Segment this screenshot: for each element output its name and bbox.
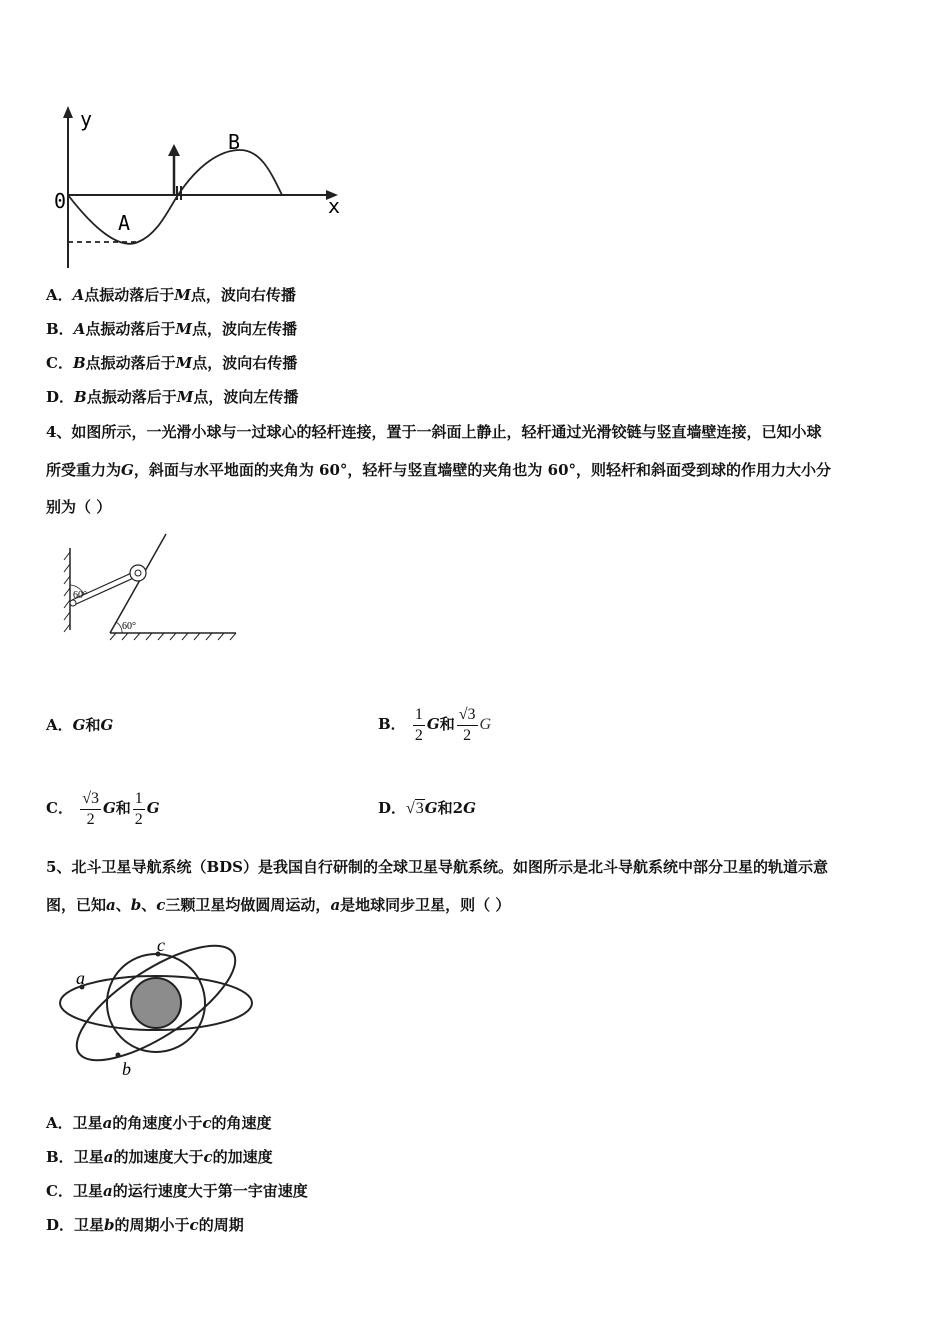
q3-option-c[interactable] [46,354,297,372]
option-text: 点，波向左传播 [191,320,297,338]
stem-var: a [330,896,341,914]
option-var: c [202,1114,212,1132]
q5-stem-line2 [46,896,510,914]
q3-option-a[interactable] [46,286,296,304]
option-text: 和 [115,799,131,817]
option-letter: B． [378,715,406,733]
option-text: 卫星 [73,1148,104,1166]
option-letter: B． [46,1148,74,1166]
stem-var: c [156,896,166,914]
orbit-label-b: b [122,1059,131,1079]
q4-option-c[interactable] [46,776,160,840]
q5-option-d[interactable] [46,1216,244,1234]
stem-text: 、 [141,896,157,914]
stem-var: G [121,461,134,479]
option-text: 点振动落后于 [86,388,177,406]
stem-text: 、 [115,896,131,914]
stem-text: 所受重力为 [46,461,122,479]
fraction-numerator: √3 [80,789,101,810]
option-text: 点振动落后于 [85,354,176,372]
option-text: 卫星 [72,1114,103,1132]
option-text: 的加速度 [212,1148,273,1166]
option-subject: A [73,320,86,338]
option-text: 点，波向右传播 [190,286,296,304]
option-var: G [72,716,86,734]
stem-text: 是地球同步卫星，则（ ） [340,896,511,914]
option-text: 点振动落后于 [85,320,176,338]
point-b-label: B [228,130,241,154]
option-text: 的运行速度大于第一宇宙速度 [112,1182,308,1200]
q4-stem-line1: 4、如图所示，一光滑小球与一过球心的轻杆连接，置于一斜面上静止，轻杆通过光滑铰链与竖直墙壁连接，已知小球 [46,423,822,441]
option-text: 点，波向左传播 [193,388,299,406]
sqrt-3 [406,799,425,817]
option-text: 的角速度 [211,1114,272,1132]
fraction-one-half [413,705,425,746]
stem-text: 三颗卫星均做圆周运动， [165,896,331,914]
option-letter: B． [46,320,74,338]
option-text: 的加速度大于 [113,1148,204,1166]
option-var: a [102,1182,113,1200]
wall-angle-label: 60° [73,590,87,601]
sqrt-radicand: 3 [415,800,424,817]
option-var: M [174,286,191,304]
stem-text: ，斜面与水平地面的夹角为 60°，轻杆与竖直墙壁的夹角也为 60°，则轻杆和斜面受到球的作用力大小分 [133,461,832,479]
q4-option-d[interactable] [378,799,476,818]
q4-option-b[interactable] [378,692,491,757]
option-var: c [189,1216,199,1234]
origin-label: 0 [54,189,67,213]
option-letter: A． [46,286,73,304]
fraction-denominator: 2 [414,726,423,744]
option-var: M [175,354,193,372]
option-letter: C． [46,799,73,817]
fraction-numerator: √3 [457,705,478,726]
q4-stem-line3: 别为（ ） [46,498,112,516]
fraction-denominator: 2 [134,810,143,828]
option-subject: B [72,354,86,372]
option-var: M [175,320,192,338]
fraction-root3-half [80,789,101,830]
option-text: 和 [439,715,455,733]
option-text: 的周期 [198,1216,244,1234]
option-letter: D． [46,1216,75,1234]
q4-stem-line2 [46,461,831,479]
option-text: 的角速度小于 [112,1114,203,1132]
q5-option-b[interactable] [46,1148,273,1166]
q3-option-d[interactable] [46,388,298,406]
option-text: 点，波向右传播 [192,354,298,372]
q4-option-a[interactable] [46,716,113,734]
option-var: M [176,388,194,406]
stem-var: a [106,896,116,914]
fraction-root3-half [457,705,478,746]
option-var: c [203,1148,213,1166]
option-subject: B [74,388,87,406]
option-var: G [102,799,116,817]
orbit-figure [55,935,260,1080]
ground-angle-label: 60° [122,621,136,632]
option-var: a [102,1114,113,1132]
option-var: G [100,716,114,734]
wave-figure [50,100,350,275]
option-text: 和 [85,716,101,734]
fraction-numerator: 1 [413,705,425,726]
option-var: b [104,1216,115,1234]
option-text: 和 [437,799,453,817]
option-letter: D． [46,388,75,406]
option-coef: 2 [452,799,464,817]
option-text: 点振动落后于 [84,286,175,304]
option-var: G [479,716,492,733]
orbit-label-c: c [157,935,165,955]
option-var: G [463,799,476,817]
q5-option-c[interactable] [46,1182,308,1200]
option-var: G [424,799,438,817]
q5-stem-line1: 5、北斗卫星导航系统（BDS）是我国自行研制的全球卫星导航系统。如图所示是北斗导航系统中部分卫星的轨道示意 [46,858,828,876]
fraction-denominator: 2 [463,726,472,744]
point-a-label: A [118,211,131,235]
fraction-numerator: 1 [133,789,145,810]
option-text: 卫星 [72,1182,103,1200]
option-var: G [426,715,440,733]
stem-var: b [130,896,142,914]
option-letter: C． [46,1182,73,1200]
q3-option-b[interactable] [46,320,297,338]
option-var: a [103,1148,114,1166]
option-text: 的周期小于 [114,1216,190,1234]
stem-text: 图，已知 [46,896,107,914]
option-letter: A． [46,1114,73,1132]
fraction-one-half [133,789,145,830]
option-letter: A． [46,716,73,734]
option-text: 卫星 [74,1216,105,1234]
option-subject: A [72,286,85,304]
y-axis-label: y [80,107,93,131]
option-var: G [146,799,160,817]
incline-rod-figure [60,530,250,645]
option-letter: C． [46,354,73,372]
fraction-denominator: 2 [86,810,95,828]
q5-option-a[interactable] [46,1114,272,1132]
x-axis-label: x [328,194,341,218]
sqrt-sign: √ [406,800,415,817]
orbit-label-a: a [76,968,85,988]
option-letter: D． [378,799,407,817]
